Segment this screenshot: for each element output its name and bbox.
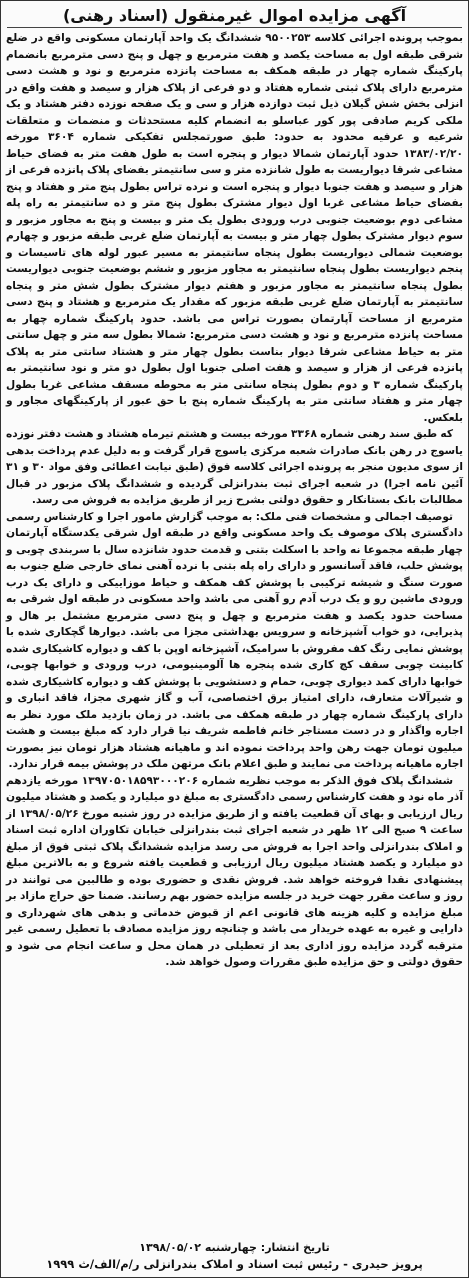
- notice-title: آگهی مزایده اموال غیرمنقول (اسناد رهنی): [7, 1, 462, 28]
- notice-body: [6, 30, 463, 971]
- auction-terms-paragraph: ششدانگ پلاک فوق الذکر به موجب نظریه شماره ۱۳۹۷۰۵۰۱۸۵۹۳۰۰۰۲۰۶ مورخه یازدهم آذر ماه نود و هفت کارشناس رسمی دادگستری به مبلغ دو میلیارد و یکصد و هشتاد میلیون ریال ارزیابی و بهای آن قطعیت یافته و از طریق مزایده در روز شنبه مورخ ۱۳۹۸/۰۵/۲۶ از ساعت ۹ صبح الی ۱۲ ظهر در شعبه اجرای ثبت بندرانزلی خیابان تکاوران اداره ثبت اسناد و املاک بندرانزلی واحد اجرا به فروش می رسد مزایده ششدانگ پلاک ثبتی فوق از مبلغ دو میلیارد و یکصد هشتاد میلیون ریال ارزیابی و قطعیت یافته شروع و به بالاترین مبلغ پیشنهادی نقدا فروخته خواهد شد. فروش نقدی و حضوری بوده و طالبین می توانند در روز و ساعت مقرر جهت خرید در جلسه مزایده حضور بهم رسانند. ضمنا حق حراج مازاد بر مبلغ مزایده و کلیه هزینه های قانونی اعم از قبوض خدماتی و بدهی های شهرداری و دارایی و غیره به عهده خریدار می باشد و چنانچه روز مزایده مصادف با تعطیل رسمی غیر مترقبه گردد مزایده روز اداری بعد از تعطیلی در همان محل و ساعت انجام می شود و حقوق دولتی و حق مزایده طبق مقررات وصول خواهد شد.: [6, 774, 463, 968]
- notice-footer: [6, 1239, 463, 1273]
- signature-line: پرویز حیدری - رئیس ثبت اسناد و املاک بندرانزلی ر/م/الف/ث ۱۹۹۹: [46, 1257, 423, 1271]
- publish-date: تاریخ انتشار: چهارشنبه ۱۳۹۸/۰۵/۰۲: [139, 1241, 330, 1254]
- property-description-paragraph: بموجب پرونده اجرائی کلاسه ۹۵۰۰۲۵۳ ششدانگ یک واحد آپارتمان مسکونی واقع در ضلع شرقی طبقه اول به مساحت یکصد و هفت مترمربع و چهل و پنج دسی مترمربع بانضمام پارکینگ شماره چهار در طبقه همکف به مساحت پانزده مترمربع و نود و هشت دسی مترمربع دارای پلاک ثبتی شماره هفتاد و دو فرعی از پلاک هزار و سیصد و هفت واقع در انزلی بخش شش گیلان ذیل ثبت دوازده هزار و سی و یک صفحه نوزده دفتر هشتاد و یک ملکی کریم صادقی پور کور عباسلو به انضمام کلیه مستحدثات و منضمات و متعلقات شرعیه و عرفیه محدود به حدود: طبق صورتمجلس تفکیکی شماره ۳۶۰۴ مورخه ۱۳۸۳/۰۲/۲۰ حدود آپارتمان شمالا دیوار و پنجره است به طول هفت متر به فضای حیاط مشاعی شرقا دیواریست به طول شانزده متر و سی سانتیمتر بفضای پلاک پانزده فرعی از هزار و سیصد و هفت جنوبا دیوار و پنجره است و نرده تراس بطول پنج متر و هفتاد و پنج بفضای حیاط مشاعی غربا اول دیوار مشترک بطول پنج متر و ده سانتیمتر به راه پله مشاعی دوم بوضعیت جنوبی درب ورودی بطول یک متر و بیست و پنج به مجاور مزبور و سوم دیوار مشترک بطول چهار متر و بیست به آپارتمان ضلع غربی طبقه مزبور و چهارم بوضعیت شمالی دیواریست بطول پنجاه سانتیمتر به مسیر عبور لوله های تاسیسات و پنجم دیواریست بطول پنجاه سانتیمتر به مجاور مزبور و ششم بوضعیت جنوبی دیواریست بطول پنجاه سانتیمتر به مجاور مزبور و هفتم دیوار مشترک بطول شش متر و پنجاه سانتیمتر به آپارتمان ضلع غربی طبقه مزبور که مقدار یک مترمربع و هشتاد و پنج دسی مترمربع از مساحت آپارتمان بصورت تراس می باشد. حدود پارکینگ شماره چهار به مساحت پانزده مترمربع و نود و هشت دسی مترمربع: شمالا بطول سه متر و چهل سانتی متر به حیاط مشاعی شرقا دیوار بناست بطول چهار متر و هشتاد سانتی متر به پلاک پانزده فرعی از هزار و سیصد و هفت اصلی جنوبا اول بطول دو متر و نود سانتیمتر به پارکینگ شماره ۳ و دوم بطول پنجاه سانتی متر به محوطه مسقف مشاعی غربا بطول چهار متر و هفتاد سانتی متر به پارکینگ شماره پنج با حق عبور از پارکینگهای مجاور و بلعکس.: [6, 32, 464, 424]
- technical-specs-paragraph: توصیف اجمالی و مشخصات فنی ملک: به موجب گزارش مامور اجرا و کارشناس رسمی دادگستری پلاک موصوف یک واحد مسکونی واقع در طبقه اول شرقی یکدستگاه آپارتمان چهار طبقه مجموعا نه واحد با اسکلت بتنی و قدمت حدود شانزده سال با سربندی چوبی و پوشش حلب، فاقد آسانسور و دارای راه پله بتنی با نرده آهنی نمای خارجی ضلع جنوب به صورت سنگ و شیشه ترکیبی با پوشش کف همکف و حیاط موزاییکی و دارای یک درب ورودی ماشین رو و یک درب آدم رو آهنی می باشد واحد مسکونی در طبقه اول شرقی به مساحت حدود یکصد و هفت مترمربع و چهل و پنج دسی مترمربع مشتمل بر هال و پذیرایی، دو خواب آشپزخانه و سرویس بهداشتی مجزا می باشد. دیوارها گچکاری شده با پوشش نمایی رنگ کف مفروش با سرامیک، آشپزخانه اوپن با کف و دیواره کاشیکاری شده کابینت چوبی سقف کچ کاری شده پنجره ها آلومینیومی، درب ورودی و خوابها چوبی، خوابها دارای کمد دیواری چوبی، حمام و دستشویی با پوشش کف و دیواره کاشیکاری شده و شیرآلات متعارف، دارای امتیاز برق اختصاصی، آب و گاز شهری مجزا، فاقد انباری و دارای پارکینگ شماره چهار در طبقه همکف می باشد. در زمان بازدید ملک مورد نظر به اجاره واگذار و در دست مستاجر خانم فاطمه شریف نیا قرار دارد که مبلغ بیست و هشت میلیون تومان جهت رهن واحد پرداخت نموده اند و ماهیانه هشتاد هزار تومان نیز بصورت اجاره ماهیانه پرداخت می نمایند و طبق اعلام بانک مرتهن ملک در پوشش بیمه قرار ندارد.: [6, 510, 463, 770]
- mortgage-details-paragraph: که طبق سند رهنی شماره ۳۳۶۸ مورخه بیست و هشتم تیرماه هشتاد و هشت دفتر نوزده یاسوج در رهن بانک صادرات شعبه مرکزی یاسوج قرار گرفت و به دلیل عدم پرداخت بدهی از سوی مدیون منجر به پرونده اجرائی کلاسه فوق (طبق نیابت اعطائی وفق مواد ۳۰ و ۳۱ آئین نامه اجرا) در شعبه اجرای ثبت بندرانزلی گردیده و ششدانگ پلاک مزبور در قبال مطالبات بانک بستانکار و حقوق دولتی بشرح زیر از طریق مزایده به فروش می رسد.: [6, 428, 463, 506]
